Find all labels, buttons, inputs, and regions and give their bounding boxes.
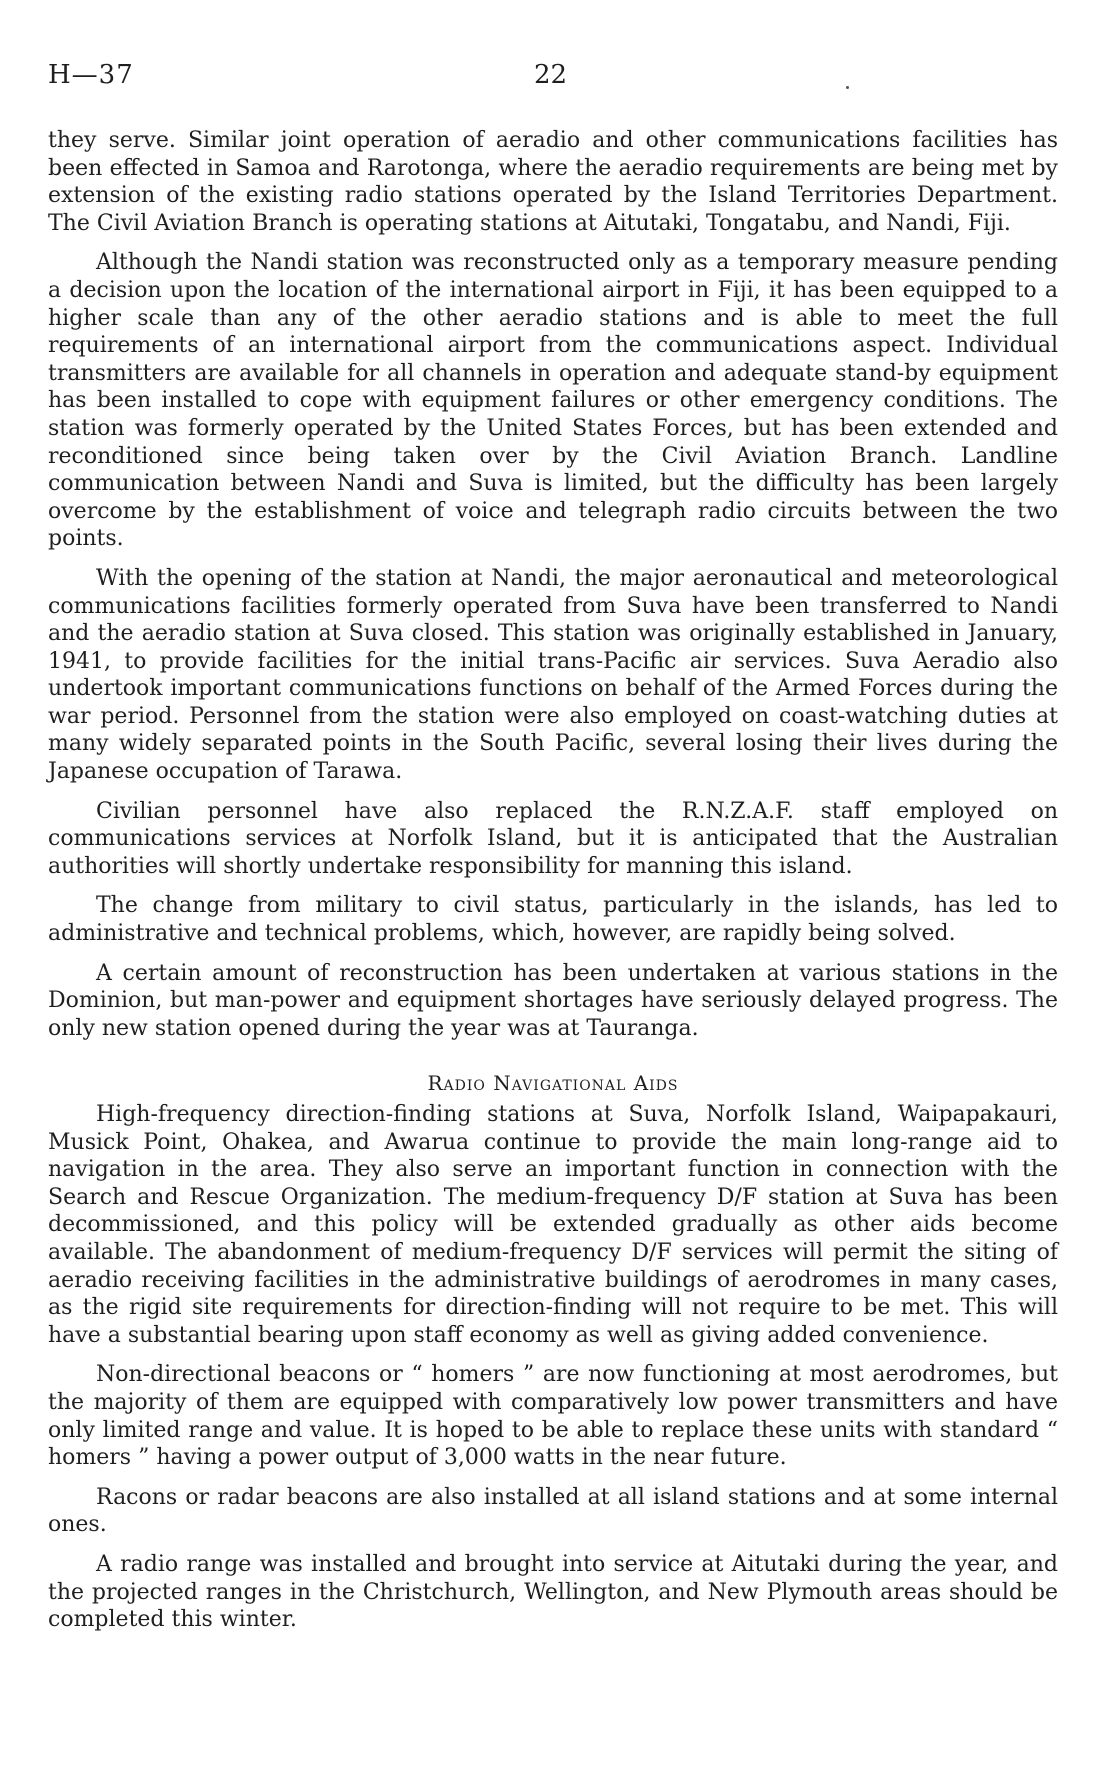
- paragraph-direction-finding: High-frequency direction-finding stations at Suva, Norfolk Island, Waipapakauri, Musick Point, Ohakea, and Awarua continue to provide the main long-range aid to navigation in the area. They also serve an important function in connection with the Search and Rescue Organization. The medium-frequency D/F station at Suva has been decommissioned, and this policy will be extended gradually as other aids become available. The abandonment of medium-frequency D/F services will permit the siting of aeradio receiving facilities in the administrative buildings of aerodromes in many cases, as the rigid site requirements for direction-finding will not require to be met. This will have a substantial bearing upon staff economy as well as giving added convenience.: [48, 1102, 1058, 1348]
- page-header: [48, 60, 1058, 96]
- paragraph-homers: Non-directional beacons or “ homers ” are now functioning at most aerodromes, but the majority of them are equipped with comparatively low power transmitters and have only limited range and value. It is hoped to be able to replace these units with standard “ homers ” having a power output of 3,000 watts in the near future.: [48, 1362, 1058, 1471]
- page-number: 22: [534, 60, 568, 90]
- body-text: [48, 127, 1058, 1646]
- document-code: H—37: [48, 60, 134, 90]
- section-heading: Radio Navigational Aids: [427, 1071, 679, 1096]
- paragraph-civil-status: The change from military to civil status, particularly in the islands, has led to administrative and technical problems, which, however, are rapidly being solved.: [48, 893, 1058, 947]
- paragraph-continued: they serve. Similar joint operation of aeradio and other communications facilities has been effected in Samoa and Rarotonga, where the aeradio requirements are being met by extension of the existing radio stations operated by the Island Territories Department. The Civil Aviation Branch is operating stations at Aitutaki, Tongatabu, and Nandi, Fiji.: [48, 128, 1058, 236]
- print-speck: [846, 86, 849, 89]
- paragraph-nandi-station: Although the Nandi station was reconstructed only as a temporary measure pending a decision upon the location of the international airport in Fiji, it has been equipped to a higher scale than any of the other aeradio stations and is able to meet the full requirements of an international airport from the communications aspect. Individual transmitters are available for all channels in operation and adequate stand-by equipment has been installed to cope with equipment failures or other emergency conditions. The station was formerly operated by the United States Forces, but has been extended and reconditioned since being taken over by the Civil Aviation Branch. Landline communication between Nandi and Suva is limited, but the difficulty has been largely overcome by the establishment of voice and telegraph radio circuits between the two points.: [48, 250, 1058, 552]
- paragraph-suva-closure: With the opening of the station at Nandi, the major aeronautical and meteorological communications facilities formerly operated from Suva have been transferred to Nandi and the aeradio station at Suva closed. This station was originally established in January, 1941, to provide facilities for the initial trans-Pacific air services. Suva Aeradio also undertook important communications functions on behalf of the Armed Forces during the war period. Personnel from the station were also employed on coast-watching duties at many widely separated points in the South Pacific, several losing their lives during the Japanese occupation of Tarawa.: [48, 565, 1058, 785]
- paragraph-reconstruction: A certain amount of reconstruction has been undertaken at various stations in the Dominion, but man-power and equipment shortages have seriously delayed progress. The only new station opened during the year was at Tauranga.: [48, 960, 1058, 1041]
- paragraph-radio-range: A radio range was installed and brought into service at Aitutaki during the year, and the projected ranges in the Christchurch, Wellington, and New Plymouth areas should be completed this winter.: [48, 1551, 1058, 1633]
- paragraph-racons: Racons or radar beacons are also installed at all island stations and at some internal ones.: [48, 1484, 1058, 1538]
- paragraph-norfolk-island: Civilian personnel have also replaced the R.N.Z.A.F. staff employed on communications services at Norfolk Island, but it is anticipated that the Australian authorities will shortly undertake responsibility for manning this island.: [48, 798, 1058, 879]
